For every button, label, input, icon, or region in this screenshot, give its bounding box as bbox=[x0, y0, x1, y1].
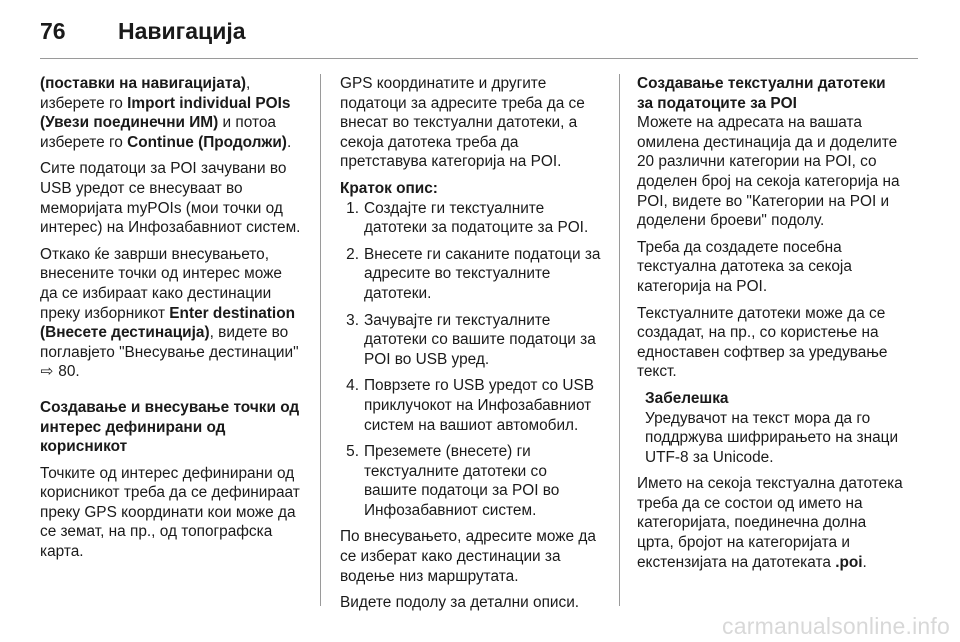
note-text: Уредувачот на текст мора да го поддржува шифрирањето на знаци UTF-8 за Unicode. bbox=[645, 409, 899, 466]
menu-reference: Enter destination (Внесете дестинација) bbox=[40, 304, 295, 342]
column-divider bbox=[320, 74, 321, 606]
list-item: 3. Зачувајте ги текстуалните датотеки со вашите податоци за POI во USB уред. bbox=[346, 311, 596, 368]
page-reference-arrow-icon: ⇨ bbox=[40, 363, 54, 381]
menu-reference: (поставки на навигацијата) bbox=[40, 75, 247, 92]
column-right bbox=[637, 74, 903, 579]
paragraph: Името на секоја текстуална датотека треба да се состои од името на категоријата, поединечна долна црта, бројот на категоријата и екстензијата на датотеката .poi. bbox=[637, 475, 903, 571]
paragraph: Текстуалните датотеки може да се создадат, на пр., со користење на едноставен софтвер за уредување текст. bbox=[637, 304, 888, 381]
menu-reference: Import individual POIs (Увези поединечни ИМ) bbox=[40, 94, 291, 132]
note-title: Забелешка bbox=[645, 389, 729, 407]
paragraph: Треба да создадете посебна текстуална датотека за секоја категорија на POI. bbox=[637, 238, 852, 295]
column-divider bbox=[619, 74, 620, 606]
menu-reference: Continue (Продолжи) bbox=[127, 133, 287, 151]
paragraph: GPS координатите и другите податоци за адресите треба да се внесат во текстуални датотеки, а секоја датотека треба да претставува категорија на POI. bbox=[340, 75, 585, 171]
page-header bbox=[0, 0, 960, 60]
list-item: 4. Поврзете го USB уредот со USB приклучокот на Инфозабавниот систем на вашиот автомобил. bbox=[346, 377, 595, 434]
column-left bbox=[40, 74, 302, 569]
subheading: Краток опис: bbox=[340, 179, 438, 197]
paragraph: Точките од интерес дефинирани од корисникот треба да се дефинираат преку GPS координати кои може да се земат, на пр., од топографска карта. bbox=[40, 464, 300, 561]
page-number: 76 bbox=[40, 18, 66, 44]
list-item: 2. Внесете ги саканите податоци за адресите во текстуалните датотеки. bbox=[346, 245, 601, 302]
column-middle bbox=[340, 74, 604, 620]
section-title: Навигација bbox=[118, 18, 246, 44]
paragraph: Сите податоци за POI зачувани во USB уредот се внесуваат во меморијата myPOIs (мои точки од интерес) на Инфозабавниот систем. bbox=[40, 160, 301, 237]
page-reference: 80. bbox=[54, 363, 80, 381]
steps-list bbox=[340, 199, 604, 521]
paragraph: Можете на адресата на вашата омилена дестинација да и доделите 20 различни категории на POI, со доделен број на секоја категорија на POI, видете во "Категории на POI и доделени броеви" подолу. bbox=[637, 114, 900, 230]
watermark: carmanualsonline.info bbox=[722, 613, 950, 639]
paragraph: По внесувањето, адресите може да се изберат како дестинации за водење низ маршрутата. bbox=[340, 528, 596, 585]
paragraph: Видете подолу за детални описи. bbox=[340, 594, 580, 612]
paragraph: Откако ќе заврши внесувањето, внесените точки од интерес може да се избираат како дестинации преку изборникот Enter destination (Внесете дестинација), видете во поглавјето "Внесување дестинации" ⇨ 80. bbox=[40, 245, 299, 381]
list-item: 1. Создајте ги текстуалните датотеки за податоците за POI. bbox=[346, 199, 589, 237]
file-extension: .poi bbox=[835, 553, 863, 571]
header-rule bbox=[40, 58, 918, 59]
subheading: Создавање текстуални датотеки за податоците за POI bbox=[637, 75, 886, 112]
subheading: Создавање и внесување точки од интерес дефинирани од корисникот bbox=[40, 398, 300, 456]
paragraph: (поставки на навигацијата), изберете го Import individual POIs (Увези поединечни ИМ) и потоа изберете го Continue (Продолжи). bbox=[40, 75, 292, 151]
note-box bbox=[645, 389, 903, 467]
list-item: 5. Преземете (внесете) ги текстуалните датотеки со вашите податоци за POI во Инфозабавниот систем. bbox=[346, 443, 560, 519]
